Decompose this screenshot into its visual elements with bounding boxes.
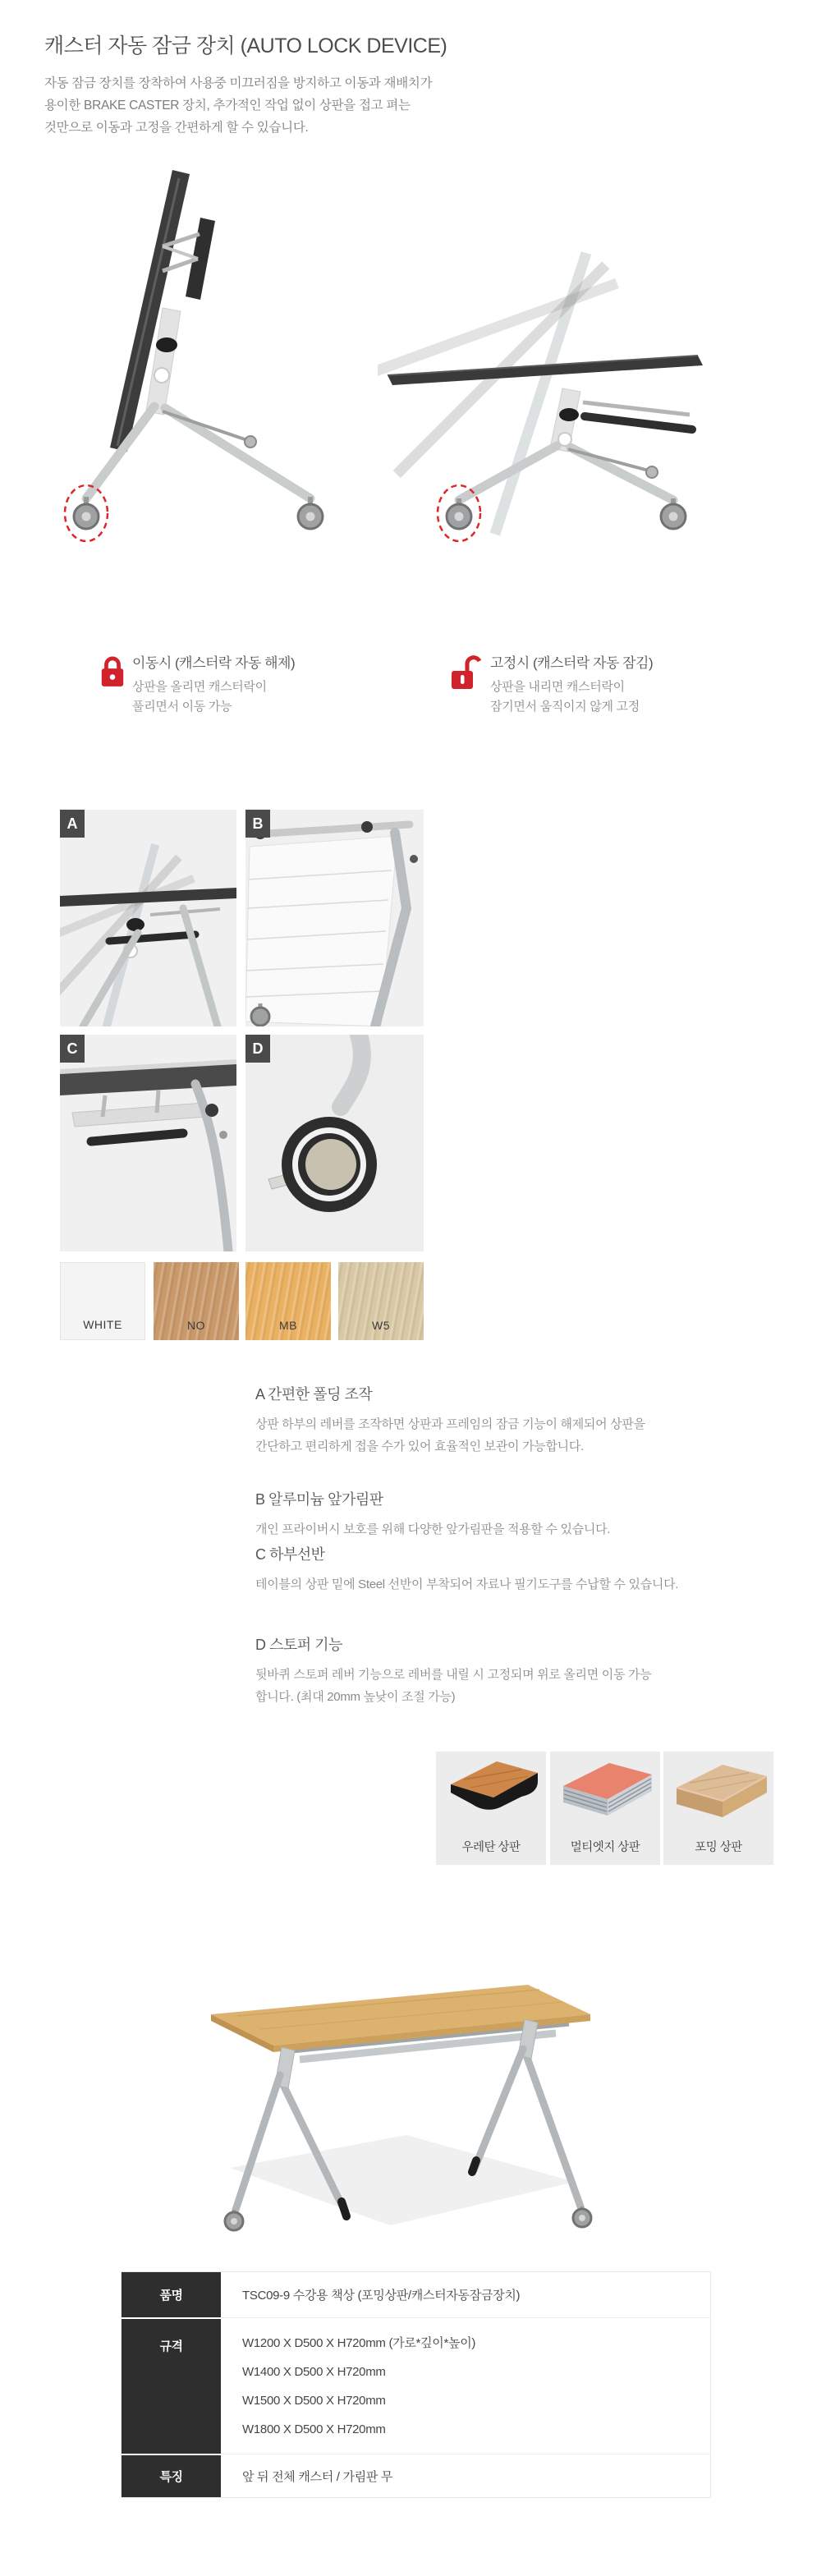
swatch-label: W5 [372,1319,390,1332]
spec-line: 앞 뒤 전체 캐스터 / 가림판 무 [242,2469,393,2484]
description-line: 것만으로 이동과 고정을 간편하게 할 수 있습니다. [44,121,309,135]
detail-image-b [245,810,424,1026]
feature-line: 개인 프라이버시 보호를 위해 다양한 앞가림판을 적용할 수 있습니다. [255,1522,611,1536]
feature-title: A 간편한 폴딩 조작 [255,1386,373,1403]
feature-section-c [255,1543,732,1596]
spec-line: W1400 X D500 X H720mm [242,2365,386,2379]
forming-top-image [663,1752,773,1830]
spec-line: W1800 X D500 X H720mm [242,2422,386,2436]
detail-label-b: B [245,810,270,838]
swatch-white [60,1262,145,1340]
description-line: 용이한 BRAKE CASTER 장치, 추가적인 작업 없이 상판을 접고 펴는 [44,99,411,112]
swatch-w5 [338,1262,424,1340]
spec-row-size [122,2317,710,2454]
feature-section-d [255,1633,732,1708]
feature-line: 합니다. (최대 20mm 높낮이 조절 가능) [255,1690,456,1704]
swatch-label: MB [279,1319,297,1332]
detail-image-d [245,1035,424,1251]
feature-section-b [255,1488,732,1541]
hero-image-unfolding-table [378,168,764,561]
panel-type-label: 포밍 상판 [695,1841,742,1854]
caster-closeup-image [245,1035,424,1251]
swatch-mb [245,1262,331,1340]
urethane-top-image [436,1752,546,1830]
feature-line: 간단하고 편리하게 접을 수가 있어 효율적인 보관이 가능합니다. [255,1440,584,1453]
spec-line: W1200 X D500 X H720mm (가로*깊이*높이) [242,2336,476,2350]
rear-leg [165,408,310,498]
panel-type-label: 멀티엣지 상판 [570,1841,640,1854]
feature-line: 뒷바퀴 스토퍼 레버 기능으로 레버를 내릴 시 고정되며 위로 올리면 이동 가능 [255,1668,652,1682]
privacy-panel-image [245,810,424,1026]
detail-label-d: D [245,1035,270,1063]
caster-mode-line: 상판을 내리면 캐스터락이 [490,680,625,694]
spec-row-feature [122,2454,710,2497]
lock-knob [559,408,579,421]
front-right-leg [474,2049,523,2170]
under-shelf-image [60,1035,236,1251]
detail-image-a [60,810,236,1026]
detail-label-a: A [60,810,85,838]
panel-type-urethane [436,1752,546,1865]
lock-closed-icon [99,653,126,689]
feature-line: 테이블의 상판 밑에 Steel 선반이 부착되어 자료나 필기도구를 수납할 수 있습니다. [255,1577,679,1591]
front-left-leg [236,2075,280,2210]
detail-image-grid [60,810,424,1251]
color-swatch-row [60,1262,424,1340]
spec-value [221,2272,710,2317]
feature-line: 상판 하부의 레버를 조작하면 상판과 프레임의 잠금 기능이 해제되어 상판을 [255,1417,645,1431]
panel-type-multiedge [550,1752,660,1865]
multiedge-top-image [550,1752,660,1830]
spec-value [221,2317,710,2454]
swatch-no [154,1262,239,1340]
lock-open-icon [450,653,484,691]
product-photo-desk [185,1967,612,2254]
spec-table [121,2271,711,2498]
folded-shelf-bracket [186,218,215,300]
spec-label: 규격 [122,2317,221,2454]
spec-value [221,2454,710,2497]
page-description [44,72,432,139]
spec-label: 특징 [122,2454,221,2497]
caster-mode-unlocked [99,651,361,717]
feature-title: C 하부선반 [255,1546,325,1563]
caster-mode-title: 이동시 (캐스터락 자동 해제) [132,655,296,671]
caster-mode-line: 풀리면서 이동 가능 [132,700,232,714]
page-title: 캐스터 자동 잠금 장치 (AUTO LOCK DEVICE) [44,34,447,57]
description-line: 자동 잠금 장치를 장착하여 사용중 미끄러짐을 방지하고 이동과 재배치가 [44,76,433,90]
caster-mode-line: 상판을 올리면 캐스터락이 [132,680,267,694]
caster-mode-locked [450,651,713,717]
spec-label: 품명 [122,2272,221,2317]
shadow [230,2135,575,2225]
spec-row-name [122,2272,710,2317]
swatch-label: NO [187,1319,205,1332]
panel-type-label: 우레탄 상판 [461,1841,521,1854]
shelf-bar [585,416,692,429]
spec-line: W1500 X D500 X H720mm [242,2394,386,2408]
caster-mode-line: 잠기면서 움직이지 않게 고정 [490,700,640,714]
feature-title: D 스토퍼 기능 [255,1637,342,1653]
lock-knob [156,337,177,352]
release-button [154,368,169,383]
feature-section-a [255,1383,732,1458]
feature-title: B 알루미늄 앞가림판 [255,1491,383,1508]
detail-image-c [60,1035,236,1251]
spec-line: TSC09-9 수강용 책상 (포밍상판/캐스터자동잠금장치) [242,2289,521,2303]
folding-motion-image [60,810,236,1026]
detail-label-c: C [60,1035,85,1063]
panel-type-forming [663,1752,773,1865]
swatch-label: WHITE [83,1318,122,1331]
ghost-panels [378,251,619,535]
caster-mode-title: 고정시 (캐스터락 자동 잠김) [490,655,654,671]
hero-image-folded-table [39,168,392,561]
